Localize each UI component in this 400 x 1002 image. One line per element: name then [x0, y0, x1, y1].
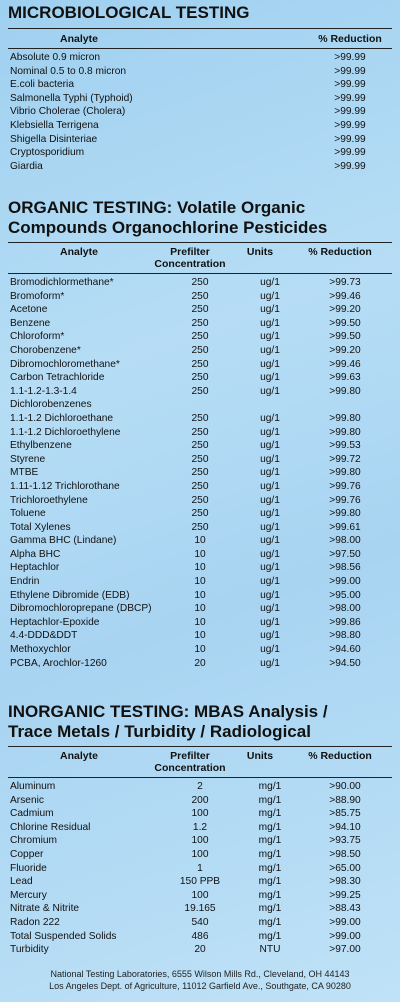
reduction-cell: >98.00	[329, 603, 361, 615]
analyte-cell: PCBA, Arochlor-1260	[10, 657, 107, 669]
prefilter-cell: 10	[194, 589, 206, 601]
reduction-cell: >99.99	[334, 65, 366, 77]
analyte-cell: Klebsiella Terrigena	[10, 119, 99, 131]
organic-section	[0, 198, 400, 670]
prefilter-cell: 150 PPB	[179, 876, 221, 888]
analyte-cell: Endrin	[10, 576, 40, 588]
prefilter-cell: 2	[197, 781, 203, 792]
units-cell: ug/1	[260, 630, 280, 642]
reduction-cell: >99.72	[329, 453, 361, 465]
reduction-cell: >99.80	[329, 467, 361, 479]
analyte-cell: Cadmium	[10, 808, 54, 820]
analyte-cell: 1.1-1.2 Dichloroethylene	[10, 426, 121, 438]
analyte-cell: Ethylbenzene	[10, 440, 72, 452]
table-row	[10, 466, 390, 480]
table-row	[10, 358, 390, 372]
prefilter-cell: 250	[191, 344, 209, 356]
prefilter-cell: 486	[191, 930, 209, 942]
table-row	[10, 780, 390, 794]
header-reduction: % Reduction	[318, 33, 382, 45]
table-row	[10, 902, 390, 916]
units-cell: mg/1	[258, 862, 282, 874]
prefilter-cell: 19.165	[184, 903, 216, 915]
header-analyte: Analyte	[60, 246, 98, 258]
reduction-cell: >99.99	[334, 92, 366, 104]
reduction-cell: >99.99	[334, 133, 366, 145]
table-row	[10, 534, 390, 548]
analyte-cell: Toluene	[10, 508, 46, 520]
table-row	[10, 629, 390, 643]
units-cell: NTU	[259, 944, 281, 956]
footer-line2: Los Angeles Dept. of Agriculture, 11012 Garfield Ave., Southgate, CA 90280	[49, 980, 351, 991]
reduction-cell: >93.75	[329, 835, 361, 847]
prefilter-cell: 10	[194, 630, 206, 642]
analyte-cell: MTBE	[10, 467, 39, 479]
units-cell: mg/1	[258, 781, 282, 792]
prefilter-cell: 20	[194, 657, 206, 669]
analyte-cell: Carbon Tetrachloride	[10, 372, 105, 384]
prefilter-cell	[160, 398, 240, 412]
table-row	[10, 794, 390, 808]
prefilter-cell: 250	[191, 304, 209, 316]
table-row	[10, 561, 390, 575]
units-cell: ug/1	[260, 372, 280, 384]
table-row	[10, 834, 390, 848]
reduction-cell: >98.80	[329, 630, 361, 642]
header-top-rule	[8, 242, 392, 243]
table-row	[10, 119, 390, 133]
table-row	[10, 521, 390, 535]
prefilter-cell: 250	[191, 440, 209, 452]
units-cell: mg/1	[258, 903, 282, 915]
reduction-cell: >99.76	[329, 494, 361, 506]
analyte-cell: Salmonella Typhi (Typhoid)	[10, 92, 133, 104]
header-bottom-rule	[8, 273, 392, 274]
prefilter-cell: 10	[194, 603, 206, 615]
header-units: Units	[246, 246, 274, 258]
analyte-cell: Heptachlor	[10, 562, 60, 574]
analyte-cell: Alpha BHC	[10, 548, 61, 560]
units-cell: ug/1	[260, 548, 280, 560]
inorganic-title-line2: Trace Metals / Turbidity / Radiological	[8, 722, 311, 741]
header-analyte: Analyte	[60, 33, 98, 45]
table-row	[10, 807, 390, 821]
units-cell	[240, 398, 300, 412]
reduction-cell: >98.00	[329, 535, 361, 547]
organic-title-line2: Compounds Organochlorine Pesticides	[8, 218, 328, 237]
table-row	[10, 92, 390, 106]
analyte-cell: Trichloroethylene	[10, 494, 88, 506]
reduction-cell: >99.73	[329, 277, 361, 288]
reduction-cell: >99.99	[334, 119, 366, 131]
units-cell: ug/1	[260, 453, 280, 465]
table-row	[10, 480, 390, 494]
analyte-cell: Copper	[10, 848, 44, 860]
units-cell: ug/1	[260, 616, 280, 628]
prefilter-cell: 250	[191, 372, 209, 384]
reduction-cell: >99.80	[329, 426, 361, 438]
prefilter-cell: 250	[191, 453, 209, 465]
reduction-cell: >99.46	[329, 290, 361, 302]
analyte-cell: Total Xylenes	[10, 521, 71, 533]
table-row	[10, 821, 390, 835]
prefilter-cell: 540	[191, 916, 209, 928]
analyte-cell: Chloroform*	[10, 331, 65, 343]
prefilter-cell: 1.2	[192, 821, 208, 833]
table-row	[10, 875, 390, 889]
organic-rows	[10, 276, 390, 670]
table-row	[10, 494, 390, 508]
units-cell: mg/1	[258, 794, 282, 806]
units-cell: ug/1	[260, 562, 280, 574]
reduction-cell: >99.53	[329, 440, 361, 452]
reduction-cell: >99.00	[329, 576, 361, 588]
analyte-cell: 1.11-1.12 Trichlorothane	[10, 480, 120, 492]
reduction-cell: >99.99	[334, 106, 366, 118]
prefilter-cell: 250	[191, 412, 209, 424]
table-row	[10, 643, 390, 657]
table-row	[10, 317, 390, 331]
prefilter-cell: 200	[191, 794, 209, 806]
table-row	[10, 133, 390, 147]
prefilter-cell: 250	[191, 290, 209, 302]
table-row	[10, 51, 390, 65]
analyte-cell: Methoxychlor	[10, 644, 71, 656]
prefilter-cell: 1	[197, 862, 203, 874]
analyte-cell: Bromodichlormethane*	[10, 277, 114, 288]
units-cell: ug/1	[260, 277, 280, 288]
units-cell: ug/1	[260, 589, 280, 601]
analyte-cell: Lead	[10, 876, 33, 888]
prefilter-cell: 100	[191, 808, 209, 820]
analyte-cell: Cryptosporidium	[10, 147, 85, 159]
units-cell: ug/1	[260, 440, 280, 452]
table-row	[10, 290, 390, 304]
table-row	[10, 507, 390, 521]
header-bottom-rule	[8, 48, 392, 49]
analyte-cell: Giardia	[10, 160, 43, 172]
prefilter-cell: 250	[191, 426, 209, 438]
analyte-cell: Chromium	[10, 835, 57, 847]
header-top-rule	[8, 746, 392, 747]
table-row	[10, 371, 390, 385]
units-cell: mg/1	[258, 876, 282, 888]
microbiological-section	[0, 3, 400, 173]
header-prefilter: Prefilter Concentration	[154, 246, 226, 270]
table-row	[10, 276, 390, 290]
table-row	[10, 453, 390, 467]
units-cell: ug/1	[260, 467, 280, 479]
reduction-cell: >85.75	[329, 808, 361, 820]
units-cell: mg/1	[258, 821, 282, 833]
table-row	[10, 930, 390, 944]
analyte-cell: Aluminum	[10, 781, 56, 792]
table-row	[10, 862, 390, 876]
prefilter-cell: 10	[194, 535, 206, 547]
prefilter-cell: 250	[191, 521, 209, 533]
units-cell: ug/1	[260, 480, 280, 492]
prefilter-cell: 100	[191, 889, 209, 901]
units-cell: ug/1	[260, 521, 280, 533]
reduction-cell: >97.00	[329, 944, 361, 956]
units-cell: ug/1	[260, 331, 280, 343]
prefilter-cell: 10	[194, 576, 206, 588]
analyte-cell: Acetone	[10, 304, 48, 316]
reduction-cell: >99.46	[329, 358, 361, 370]
table-row	[10, 385, 390, 399]
analyte-cell: Fluoride	[10, 862, 47, 874]
reduction-cell: >99.63	[329, 372, 361, 384]
reduction-cell: >94.60	[329, 644, 361, 656]
units-cell: mg/1	[258, 835, 282, 847]
footer-line1: National Testing Laboratories, 6555 Wilson Mills Rd., Cleveland, OH 44143	[50, 969, 350, 979]
units-cell: ug/1	[260, 290, 280, 302]
table-row	[10, 105, 390, 119]
reduction-cell: >99.80	[329, 508, 361, 520]
table-row	[10, 330, 390, 344]
analyte-cell: Chlorine Residual	[10, 821, 91, 833]
organic-title-line1: ORGANIC TESTING: Volatile Organic	[8, 198, 306, 217]
prefilter-cell: 250	[191, 480, 209, 492]
reduction-cell: >99.50	[329, 331, 361, 343]
analyte-cell: Heptachlor-Epoxide	[10, 616, 100, 628]
analyte-cell: Arsenic	[10, 794, 44, 806]
analyte-cell: 1.1-1.2 Dichloroethane	[10, 412, 114, 424]
table-row	[10, 916, 390, 930]
analyte-cell: E.coli bacteria	[10, 79, 74, 91]
reduction-cell: >99.50	[329, 317, 361, 329]
reduction-cell: >88.90	[329, 794, 361, 806]
reduction-cell: >95.00	[329, 589, 361, 601]
prefilter-cell: 100	[191, 835, 209, 847]
units-cell: ug/1	[260, 657, 280, 669]
inorganic-rows	[10, 780, 390, 957]
table-row	[10, 943, 390, 957]
table-row	[10, 657, 390, 671]
table-row	[10, 398, 390, 412]
table-row	[10, 848, 390, 862]
analyte-cell: Bromoform*	[10, 290, 65, 302]
units-cell: mg/1	[258, 848, 282, 860]
reduction-cell: >90.00	[329, 781, 361, 792]
analyte-cell: Nitrate & Nitrite	[10, 903, 80, 915]
analyte-cell: Nominal 0.5 to 0.8 micron	[10, 65, 127, 77]
analyte-cell: Dibromochloromethane*	[10, 358, 120, 370]
header-reduction: % Reduction	[308, 246, 372, 258]
prefilter-cell: 10	[194, 644, 206, 656]
units-cell: mg/1	[258, 930, 282, 942]
header-bottom-rule	[8, 777, 392, 778]
table-row	[10, 426, 390, 440]
units-cell: ug/1	[260, 426, 280, 438]
reduction-cell: >88.43	[329, 903, 361, 915]
reduction-cell: >94.50	[329, 657, 361, 669]
units-cell: ug/1	[260, 535, 280, 547]
analyte-cell: 4.4-DDD&DDT	[10, 630, 78, 642]
prefilter-cell: 250	[191, 508, 209, 520]
analyte-cell: Absolute 0.9 micron	[10, 52, 101, 63]
analyte-cell: Dibromochloroprepane (DBCP)	[10, 603, 152, 615]
units-cell: ug/1	[260, 508, 280, 520]
reduction-cell: >98.50	[329, 848, 361, 860]
table-row	[10, 439, 390, 453]
reduction-cell: >99.99	[334, 52, 366, 63]
prefilter-cell: 250	[191, 385, 209, 397]
units-cell: ug/1	[260, 304, 280, 316]
analyte-cell: Dichlorobenzenes	[10, 399, 92, 411]
analyte-cell: Shigella Disinteriae	[10, 133, 98, 145]
analyte-cell: Radon 222	[10, 916, 60, 928]
units-cell: ug/1	[260, 644, 280, 656]
reduction-cell: >99.99	[334, 79, 366, 91]
units-cell: ug/1	[260, 576, 280, 588]
prefilter-cell: 10	[194, 562, 206, 574]
units-cell: ug/1	[260, 412, 280, 424]
reduction-cell: >99.00	[329, 930, 361, 942]
units-cell: mg/1	[258, 889, 282, 901]
table-row	[10, 303, 390, 317]
units-cell: ug/1	[260, 358, 280, 370]
header-analyte: Analyte	[60, 750, 98, 762]
units-cell: ug/1	[260, 385, 280, 397]
units-cell: mg/1	[258, 808, 282, 820]
table-row	[10, 146, 390, 160]
inorganic-section	[0, 702, 400, 957]
units-cell: ug/1	[260, 494, 280, 506]
reduction-cell: >99.25	[329, 889, 361, 901]
inorganic-title-line1: INORGANIC TESTING: MBAS Analysis /	[8, 702, 328, 721]
table-row	[10, 889, 390, 903]
table-row	[10, 412, 390, 426]
analyte-cell: Mercury	[10, 889, 47, 901]
table-row	[10, 589, 390, 603]
header-prefilter: Prefilter Concentration	[154, 750, 226, 774]
footer	[0, 969, 400, 992]
microbiological-header	[10, 33, 390, 45]
prefilter-cell: 20	[194, 944, 206, 956]
units-cell: ug/1	[260, 317, 280, 329]
reduction-cell: >99.99	[334, 160, 366, 172]
prefilter-cell: 250	[191, 331, 209, 343]
reduction-cell	[300, 398, 390, 412]
microbiological-title: MICROBIOLOGICAL TESTING	[8, 3, 250, 22]
header-units: Units	[246, 750, 274, 762]
reduction-cell: >99.86	[329, 616, 361, 628]
units-cell: mg/1	[258, 916, 282, 928]
reduction-cell: >97.50	[329, 548, 361, 560]
organic-header	[10, 246, 390, 270]
reduction-cell: >99.00	[329, 916, 361, 928]
reduction-cell: >99.99	[334, 147, 366, 159]
prefilter-cell: 10	[194, 548, 206, 560]
analyte-cell: Ethylene Dibromide (EDB)	[10, 589, 130, 601]
analyte-cell: Chorobenzene*	[10, 344, 81, 356]
prefilter-cell: 10	[194, 616, 206, 628]
table-row	[10, 344, 390, 358]
table-row	[10, 160, 390, 174]
reduction-cell: >99.20	[329, 304, 361, 316]
analyte-cell: Vibrio Cholerae (Cholera)	[10, 106, 126, 118]
prefilter-cell: 250	[191, 467, 209, 479]
units-cell: ug/1	[260, 344, 280, 356]
reduction-cell: >65.00	[329, 862, 361, 874]
reduction-cell: >98.56	[329, 562, 361, 574]
reduction-cell: >99.61	[329, 521, 361, 533]
prefilter-cell: 100	[191, 848, 209, 860]
table-row	[10, 575, 390, 589]
inorganic-header	[10, 750, 390, 774]
prefilter-cell: 250	[191, 358, 209, 370]
reduction-cell: >98.30	[329, 876, 361, 888]
reduction-cell: >99.80	[329, 412, 361, 424]
prefilter-cell: 250	[191, 277, 209, 288]
reduction-cell: >99.80	[329, 385, 361, 397]
analyte-cell: Turbidity	[10, 944, 49, 956]
analyte-cell: Styrene	[10, 453, 46, 465]
microbiological-rows	[10, 51, 390, 173]
table-row	[10, 548, 390, 562]
analyte-cell: Gamma BHC (Lindane)	[10, 535, 117, 547]
reduction-cell: >99.76	[329, 480, 361, 492]
table-row	[10, 616, 390, 630]
table-row	[10, 78, 390, 92]
prefilter-cell: 250	[191, 494, 209, 506]
analyte-cell: Benzene	[10, 317, 51, 329]
table-row	[10, 602, 390, 616]
prefilter-cell: 250	[191, 317, 209, 329]
units-cell: ug/1	[260, 603, 280, 615]
header-top-rule	[8, 28, 392, 29]
header-reduction: % Reduction	[308, 750, 372, 762]
table-row	[10, 65, 390, 79]
analyte-cell: 1.1-1.2-1.3-1.4	[10, 385, 77, 397]
reduction-cell: >94.10	[329, 821, 361, 833]
reduction-cell: >99.20	[329, 344, 361, 356]
analyte-cell: Total Suspended Solids	[10, 930, 117, 942]
